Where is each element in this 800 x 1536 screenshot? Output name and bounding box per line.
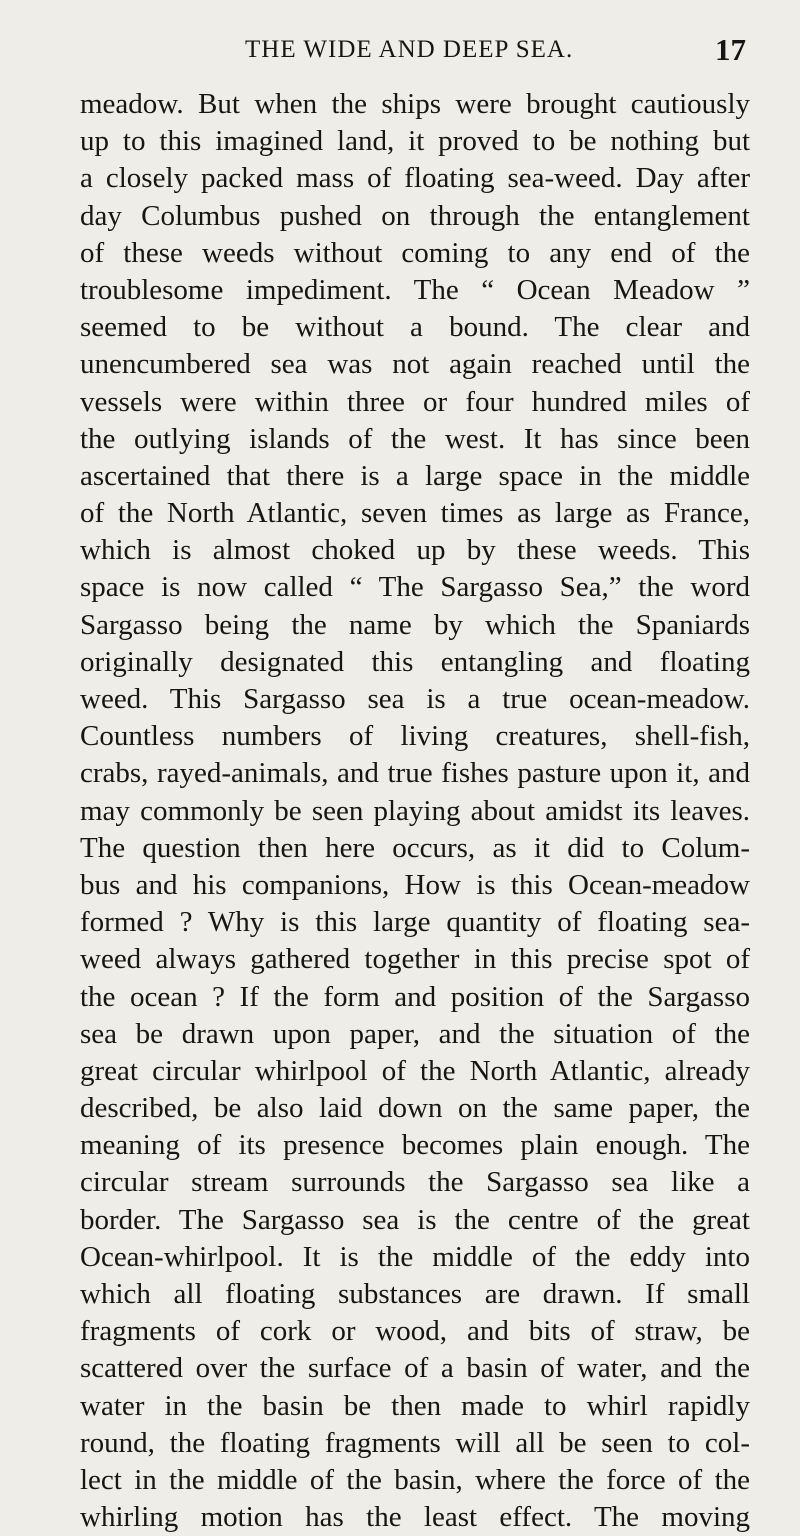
- text-line: of the North Atlantic, seven times as large as France,: [80, 497, 750, 530]
- text-line: which all floating substances are drawn. If small: [80, 1278, 750, 1310]
- text-line: great circular whirlpool of the North Atlantic, already: [80, 1054, 750, 1087]
- text-line: meaning of its presence becomes plain enough. The: [80, 1129, 750, 1162]
- text-line: lect in the middle of the basin, where the force of the: [80, 1463, 750, 1496]
- text-line: originally designated this entangling and floating: [80, 645, 750, 678]
- text-line: day Columbus pushed on through the entanglement: [80, 199, 750, 232]
- text-line: described, be also laid down on the same paper, the: [80, 1092, 750, 1125]
- text-line: Countless numbers of living creatures, shell-fish,: [80, 720, 750, 753]
- text-line: meadow. But when the ships were brought cautiously: [80, 88, 750, 120]
- text-line: round, the floating fragments will all be seen to col-: [80, 1426, 750, 1459]
- text-line: unencumbered sea was not again reached until the: [80, 348, 750, 381]
- text-line: formed ? Why is this large quantity of floating sea-: [80, 906, 750, 939]
- text-line: ascertained that there is a large space in the middle: [80, 459, 750, 492]
- text-line: seemed to be without a bound. The clear and: [80, 311, 750, 344]
- text-line: a closely packed mass of floating sea-weed. Day after: [80, 162, 750, 195]
- text-line: space is now called “ The Sargasso Sea,” the word: [80, 571, 750, 604]
- text-line: up to this imagined land, it proved to be nothing but: [80, 125, 750, 158]
- text-line: the outlying islands of the west. It has since been: [80, 422, 750, 455]
- text-line: The question then here occurs, as it did to Colum-: [80, 831, 750, 864]
- text-line: troublesome impediment. The “ Ocean Meadow ”: [80, 273, 750, 306]
- body-text: [80, 86, 750, 1536]
- text-line: Sargasso being the name by which the Spaniards: [80, 608, 750, 641]
- text-line: vessels were within three or four hundred miles of: [80, 385, 750, 418]
- text-line: border. The Sargasso sea is the centre of the great: [80, 1203, 750, 1236]
- text-line: whirling motion has the least effect. The moving: [80, 1501, 750, 1534]
- running-head: THE WIDE AND DEEP SEA.: [245, 36, 574, 63]
- text-line: circular stream surrounds the Sargasso sea like a: [80, 1166, 750, 1199]
- text-line: sea be drawn upon paper, and the situation of the: [80, 1017, 750, 1050]
- text-line: which is almost choked up by these weeds. This: [80, 534, 750, 567]
- text-line: crabs, rayed-animals, and true fishes pasture upon it, and: [80, 757, 750, 790]
- text-line: Ocean-whirlpool. It is the middle of the eddy into: [80, 1240, 750, 1273]
- text-line: weed. This Sargasso sea is a true ocean-meadow.: [80, 683, 750, 715]
- text-line: of these weeds without coming to any end of the: [80, 236, 750, 269]
- text-line: may commonly be seen playing about amidst its leaves.: [80, 794, 750, 827]
- page-number: 17: [715, 32, 746, 67]
- text-line: scattered over the surface of a basin of water, and the: [80, 1352, 750, 1385]
- text-line: fragments of cork or wood, and bits of straw, be: [80, 1315, 750, 1348]
- text-line: the ocean ? If the form and position of the Sargasso: [80, 980, 750, 1013]
- text-line: weed always gathered together in this precise spot of: [80, 943, 750, 976]
- page-header: [80, 28, 750, 72]
- text-line: water in the basin be then made to whirl rapidly: [80, 1389, 750, 1422]
- text-line: bus and his companions, How is this Ocean-meadow: [80, 868, 750, 901]
